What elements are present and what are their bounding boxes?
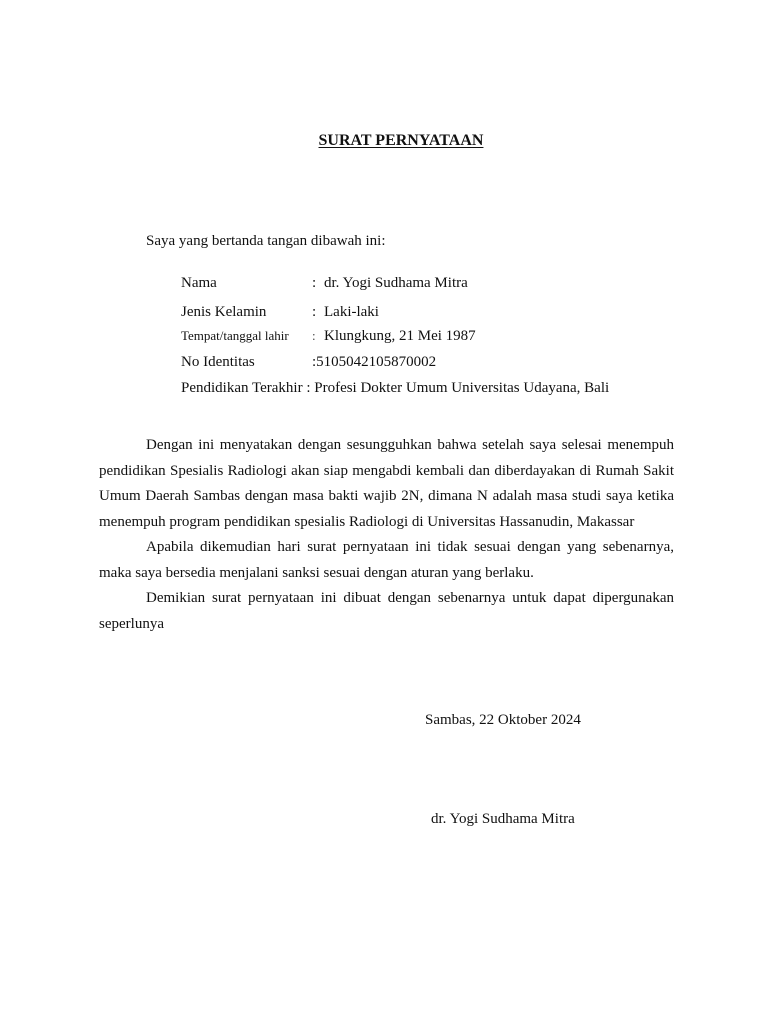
identity-row-name [181,275,468,293]
identity-label: Tempat/tanggal lahir [181,328,289,343]
identity-value: 5105042105870002 [316,354,437,370]
statement-paragraph: Apabila dikemudian hari surat pernyataan ini tidak sesuai dengan yang sebenarnya, maka saya bersedia menjalani sanksi sesuai dengan aturan yang berlaku. [99,539,674,581]
signer-name: dr. Yogi Sudhama Mitra [431,811,575,827]
identity-separator: : [312,275,317,291]
identity-separator: : [312,354,317,370]
identity-label: Nama [181,275,217,291]
identity-row-id-number [181,354,436,372]
intro-text: Saya yang bertanda tangan dibawah ini: [146,233,386,249]
identity-row-gender [181,304,379,322]
statement-paragraph: Dengan ini menyatakan dengan sesungguhkan bahwa setelah saya selesai menempuh pendidikan Spesialis Radiologi akan siap mengabdi kembali dan diberdayakan di Rumah Sakit Umum Daerah Sambas dengan masa bakti wajib 2N, dimana N adalah masa studi saya ketika menempuh program pendidikan spesialis Radiologi di Universitas Hassanudin, Makassar [99,437,674,530]
identity-label: Pendidikan Terakhir [181,380,303,396]
identity-separator: : [306,380,311,396]
identity-value: Klungkung, 21 Mei 1987 [324,328,476,344]
identity-label: No Identitas [181,354,255,370]
identity-row-birth [181,328,476,346]
identity-value: dr. Yogi Sudhama Mitra [324,275,468,291]
identity-value: Laki-laki [324,304,379,320]
identity-row-education [181,380,609,398]
statement-paragraph: Demikian surat pernyataan ini dibuat dengan sebenarnya untuk dapat dipergunakan seperlunya [99,590,674,632]
document-title: SURAT PERNYATAAN [318,132,484,149]
identity-value: Profesi Dokter Umum Universitas Udayana, Bali [314,380,610,396]
identity-separator: : [312,328,316,343]
place-and-date: Sambas, 22 Oktober 2024 [425,712,581,728]
identity-label: Jenis Kelamin [181,304,267,320]
statement-body [99,433,674,637]
identity-separator: : [312,304,317,320]
